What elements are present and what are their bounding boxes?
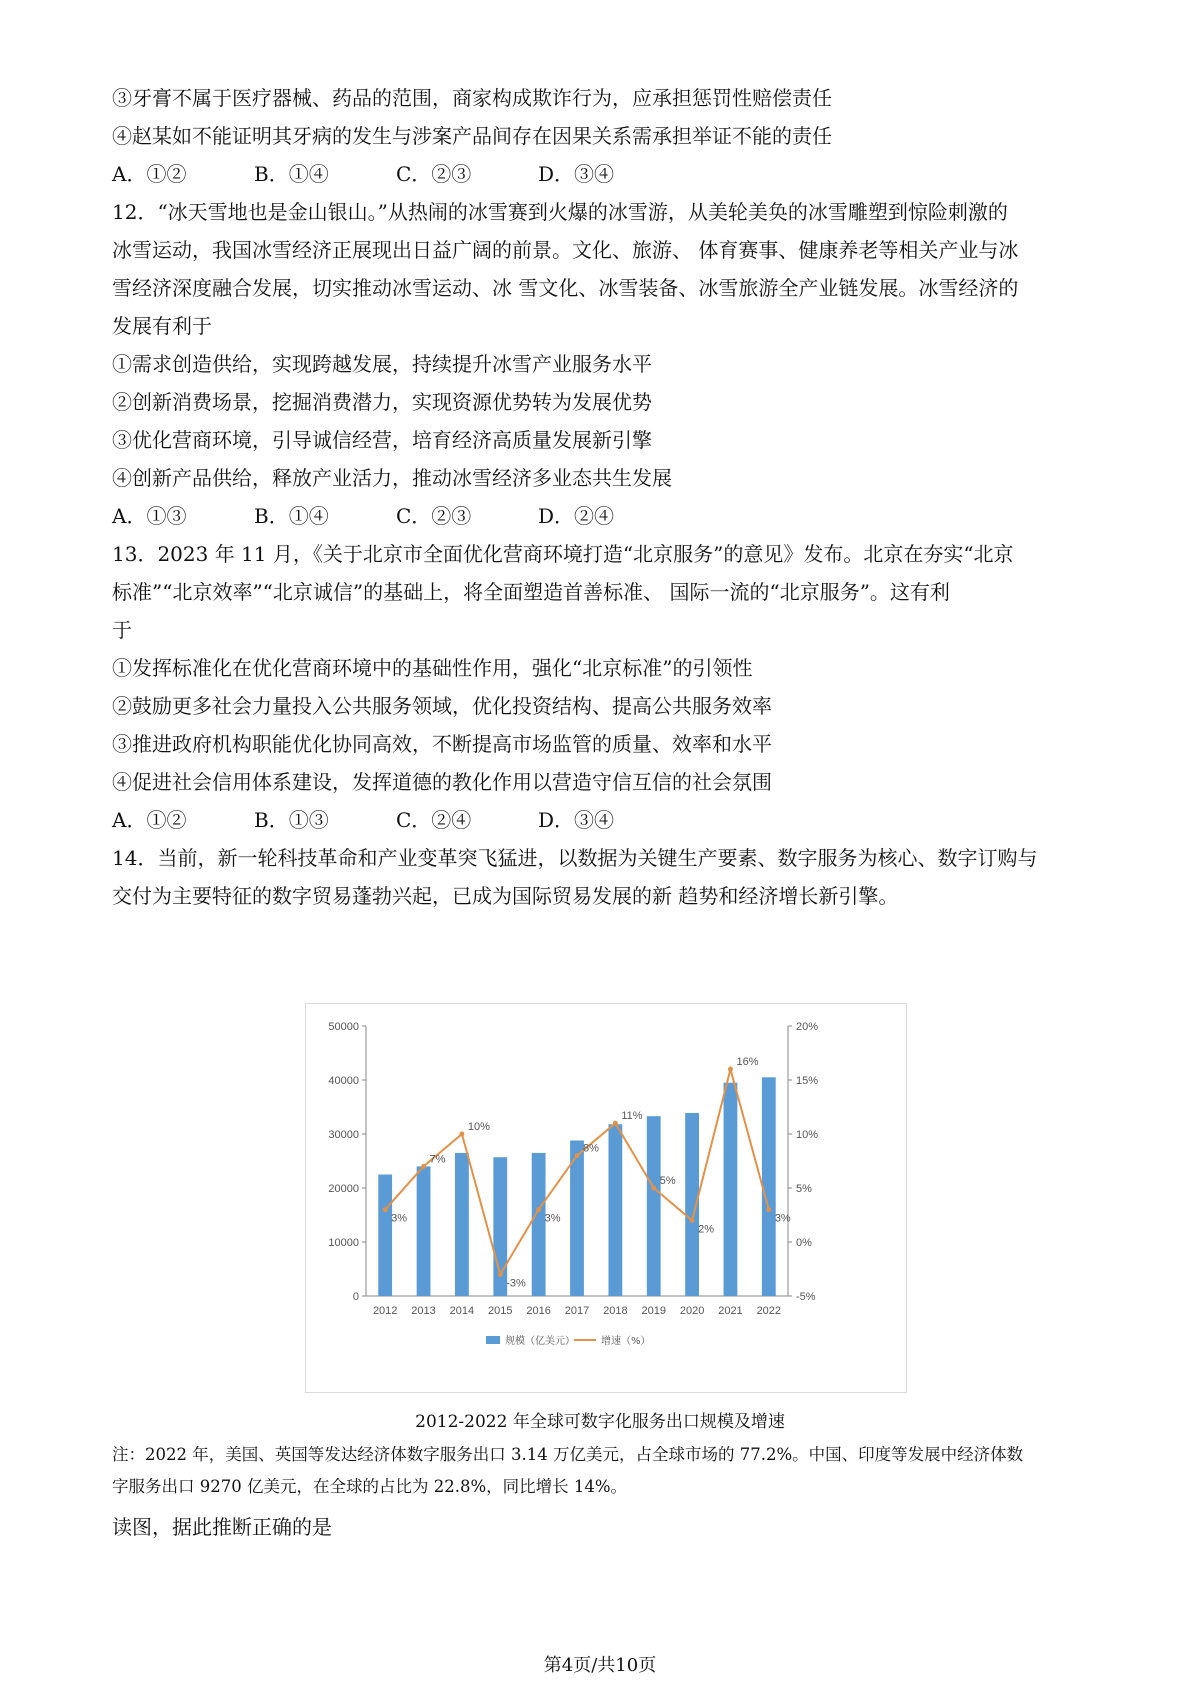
q12-item-2: ②创新消费场景，挖掘消费潜力，实现资源优势转为发展优势 — [112, 390, 652, 414]
x-tick-label: 2017 — [564, 1305, 590, 1317]
x-tick-label: 2018 — [603, 1305, 628, 1317]
q12-option-b: B．①④ — [254, 504, 329, 528]
left-tick-label: 50000 — [328, 1021, 359, 1033]
q13-option-c: C．②④ — [396, 808, 472, 832]
right-tick-label: 0% — [796, 1237, 812, 1249]
q13-item-1: ①发挥标准化在优化营商环境中的基础性作用，强化“北京标准”的引领性 — [112, 656, 753, 680]
q11-option-a: A．①② — [112, 162, 187, 186]
q13-item-4: ④促进社会信用体系建设，发挥道德的教化作用以营造守信互信的社会氛围 — [112, 770, 772, 794]
bar-2013 — [417, 1166, 431, 1296]
x-tick-label: 2015 — [488, 1305, 513, 1317]
q14-read-prompt: 读图，据此推断正确的是 — [112, 1515, 332, 1539]
x-tick-label: 2021 — [718, 1305, 743, 1317]
chart-note-line: 字服务出口 9270 亿美元，在全球的占比为 22.8%，同比增长 14%。 — [112, 1477, 628, 1496]
growth-point-2018 — [613, 1121, 618, 1126]
left-tick-label: 10000 — [328, 1237, 359, 1249]
q13-option-b: B．①③ — [254, 808, 329, 832]
q13-stem-line: 标准”“北京效率”“北京诚信”的基础上，将全面塑造首善标准、 国际一流的“北京服务”。这有利 — [112, 580, 950, 604]
x-tick-label: 2013 — [411, 1305, 436, 1317]
bar-2018 — [608, 1124, 622, 1296]
page-footer: 第4页/共10页 — [543, 1655, 657, 1676]
q11-option-b: B．①④ — [254, 162, 329, 186]
q12-options — [112, 502, 1092, 530]
q13-item-2: ②鼓励更多社会力量投入公共服务领域，优化投资结构、提高公共服务效率 — [112, 694, 772, 718]
bar-2022 — [762, 1077, 776, 1296]
q11-item-4: ④赵某如不能证明其牙病的发生与涉案产品间存在因果关系需承担举证不能的责任 — [112, 124, 832, 148]
q13-stem-line: 于 — [112, 618, 132, 642]
growth-data-label: 16% — [736, 1056, 759, 1069]
growth-data-label: 3% — [544, 1212, 561, 1225]
x-tick-label: 2016 — [526, 1305, 551, 1317]
q11-item-3: ③牙膏不属于医疗器械、药品的范围，商家构成欺诈行为，应承担惩罚性赔偿责任 — [112, 86, 832, 110]
legend-bar-label: 规模（亿美元） — [505, 1336, 575, 1347]
q14-stem-line: 14．当前，新一轮科技革命和产业变革突飞猛进，以数据为关键生产要素、数字服务为核心、数字订购与 — [112, 846, 1038, 870]
q13-option-a: A．①② — [112, 808, 187, 832]
growth-data-label: 11% — [621, 1110, 643, 1123]
bar-2012 — [378, 1175, 392, 1297]
q13-item-3: ③推进政府机构职能优化协同高效，不断提高市场监管的质量、效率和水平 — [112, 732, 772, 756]
growth-point-2012 — [383, 1207, 388, 1212]
q12-item-3: ③优化营商环境，引导诚信经营，培育经济高质量发展新引擎 — [112, 428, 652, 452]
bar-2021 — [724, 1083, 738, 1296]
right-tick-label: 10% — [796, 1129, 819, 1141]
right-tick-label: 15% — [796, 1075, 819, 1087]
chart-svg — [306, 1004, 906, 1392]
q13-stem-line: 13．2023 年 11 月，《关于北京市全面优化营商环境打造“北京服务”的意见》发布。北京在夯实“北京 — [112, 542, 1014, 566]
growth-point-2019 — [651, 1186, 656, 1191]
growth-point-2017 — [575, 1153, 580, 1158]
legend-bar-swatch — [486, 1336, 500, 1344]
growth-point-2022 — [766, 1207, 771, 1212]
q12-stem-line: 冰雪运动，我国冰雪经济正展现出日益广阔的前景。文化、旅游、 体育赛事、健康养老等相关产业与冰 — [112, 238, 1019, 262]
right-tick-label: 20% — [796, 1021, 819, 1033]
q12-item-1: ①需求创造供给，实现跨越发展，持续提升冰雪产业服务水平 — [112, 352, 652, 376]
growth-point-2021 — [728, 1067, 733, 1072]
growth-data-label: 7% — [429, 1153, 446, 1166]
bar-2016 — [532, 1153, 546, 1296]
chart-caption: 2012-2022 年全球可数字化服务出口规模及增速 — [415, 1412, 785, 1432]
x-tick-label: 2019 — [641, 1305, 666, 1317]
x-tick-label: 2014 — [449, 1305, 475, 1317]
q12-stem-line: 雪经济深度融合发展，切实推动冰雪运动、冰 雪文化、冰雪装备、冰雪旅游全产业链发展。冰雪经济的 — [112, 276, 1019, 300]
q14-stem-line: 交付为主要特征的数字贸易蓬勃兴起，已成为国际贸易发展的新 趋势和经济增长新引擎。 — [112, 884, 899, 908]
q11-option-d: D．③④ — [538, 162, 615, 186]
growth-data-label: 2% — [698, 1223, 714, 1236]
x-tick-label: 2012 — [372, 1305, 398, 1317]
growth-point-2014 — [459, 1132, 464, 1137]
growth-data-label: -3% — [506, 1277, 526, 1290]
growth-data-label: 5% — [659, 1175, 676, 1187]
left-tick-label: 0 — [352, 1291, 359, 1303]
growth-data-label: 8% — [583, 1142, 599, 1155]
digital-services-chart — [305, 1003, 907, 1393]
q11-options — [112, 160, 1092, 188]
legend-line-label: 增速（%） — [601, 1336, 651, 1347]
x-tick-label: 2022 — [756, 1305, 782, 1317]
q12-item-4: ④创新产品供给，释放产业活力，推动冰雪经济多业态共生发展 — [112, 466, 672, 490]
growth-data-label: 3% — [391, 1212, 408, 1225]
q11-option-c: C．②③ — [396, 162, 472, 186]
bar-2014 — [455, 1153, 469, 1296]
growth-point-2013 — [421, 1164, 426, 1169]
left-tick-label: 40000 — [328, 1075, 359, 1087]
q12-option-a: A．①③ — [112, 504, 187, 528]
bar-2019 — [647, 1116, 661, 1296]
growth-data-label: 10% — [467, 1121, 490, 1133]
growth-point-2016 — [536, 1207, 541, 1212]
q13-options — [112, 806, 1092, 834]
left-tick-label: 30000 — [328, 1129, 359, 1141]
growth-point-2015 — [498, 1272, 503, 1277]
q13-option-d: D．③④ — [538, 808, 615, 832]
q12-stem-line: 发展有利于 — [112, 314, 212, 338]
chart-note-line: 注：2022 年，美国、英国等发达经济体数字服务出口 3.14 万亿美元，占全球市场的 77.2%。中国、印度等发展中经济体数 — [112, 1445, 1024, 1464]
x-tick-label: 2020 — [679, 1305, 705, 1317]
q12-option-c: C．②③ — [396, 504, 472, 528]
q12-option-d: D．②④ — [538, 504, 615, 528]
growth-point-2020 — [690, 1218, 695, 1223]
right-tick-label: 5% — [796, 1183, 812, 1195]
q12-stem-line: 12．“冰天雪地也是金山银山。”从热闹的冰雪赛到火爆的冰雪游，从美轮美奂的冰雪雕塑到惊险刺激的 — [112, 200, 1008, 224]
right-tick-label: -5% — [796, 1291, 816, 1303]
left-tick-label: 20000 — [328, 1183, 359, 1195]
growth-data-label: 3% — [774, 1212, 791, 1225]
